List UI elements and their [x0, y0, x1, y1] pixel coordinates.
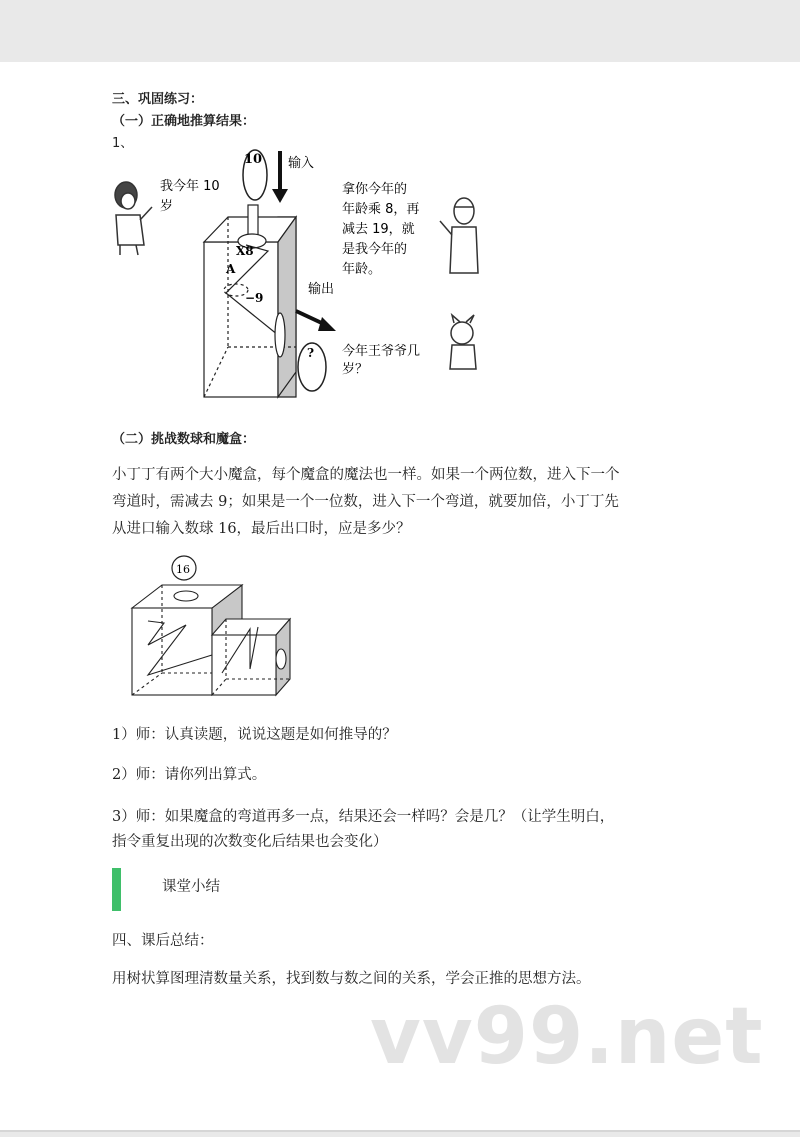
grandpa-speech-4: 是我今年的	[342, 242, 408, 257]
output-label: 输出	[308, 282, 335, 297]
boy-icon	[115, 182, 152, 255]
question-2: 2）师：请你列出算式。	[112, 767, 267, 783]
small-box	[212, 619, 290, 695]
section-title: 三、巩固练习：	[112, 92, 204, 107]
part2-heading: （二）挑战数球和魔盒：	[112, 432, 256, 447]
grandpa-speech-1: 拿你今年的	[342, 182, 408, 197]
grandpa-icon	[440, 198, 478, 273]
page-bottom-divider	[0, 1130, 800, 1132]
ball-value: 16	[176, 563, 190, 576]
question-3-line-2: 指令重复出现的次数变化后结果也会变化）	[112, 834, 388, 850]
grandpa-speech-5: 年龄。	[342, 262, 382, 277]
output-value: ?	[307, 346, 315, 360]
summary-accent-bar	[112, 868, 121, 911]
question-1: 1）师：认真读题，说说这题是如何推导的？	[112, 727, 397, 743]
grandpa-speech-3: 减去 19，就	[342, 222, 415, 237]
magic-box-figure	[108, 145, 480, 407]
two-boxes-figure	[126, 553, 296, 701]
part1-heading: （一）正确地推算结果：	[112, 114, 256, 129]
item-number: 1、	[112, 136, 134, 151]
part2-paragraph-line-1: 小丁丁有两个大小魔盒，每个魔盒的魔法也一样。如果一个两位数，进入下一个	[112, 467, 620, 483]
part2-paragraph-line-3: 从进口输入数球 16，最后出口时，应是多少？	[112, 521, 411, 537]
grandpa-speech-2: 年龄乘 8，再	[342, 202, 420, 217]
input-value: 10	[244, 152, 263, 167]
boy-speech-2: 岁	[160, 199, 174, 214]
question-3-line-1: 3）师：如果魔盒的弯道再多一点，结果还会一样吗？会是几？（让学生明白，	[112, 809, 615, 825]
letter-a: A	[226, 262, 236, 276]
summary-label: 课堂小结	[162, 879, 220, 895]
section4-title: 四、课后总结：	[112, 933, 214, 949]
boy-speech-1: 我今年 10	[160, 179, 220, 194]
op-minus: −9	[245, 291, 264, 305]
op-multiply: X8	[236, 244, 254, 258]
input-label: 输入	[288, 156, 315, 171]
watermark: vv99.net	[370, 992, 764, 1082]
section4-text: 用树状算图理清数量关系，找到数与数之间的关系，学会正推的思想方法。	[112, 971, 591, 987]
question-line-1: 今年王爷爷几	[342, 344, 421, 359]
part2-paragraph-line-2: 弯道时，需减去 9；如果是一个一位数，进入下一个弯道，就要加倍，小丁丁先	[112, 494, 619, 510]
question-line-2: 岁？	[342, 362, 369, 377]
pet-icon	[450, 315, 476, 369]
